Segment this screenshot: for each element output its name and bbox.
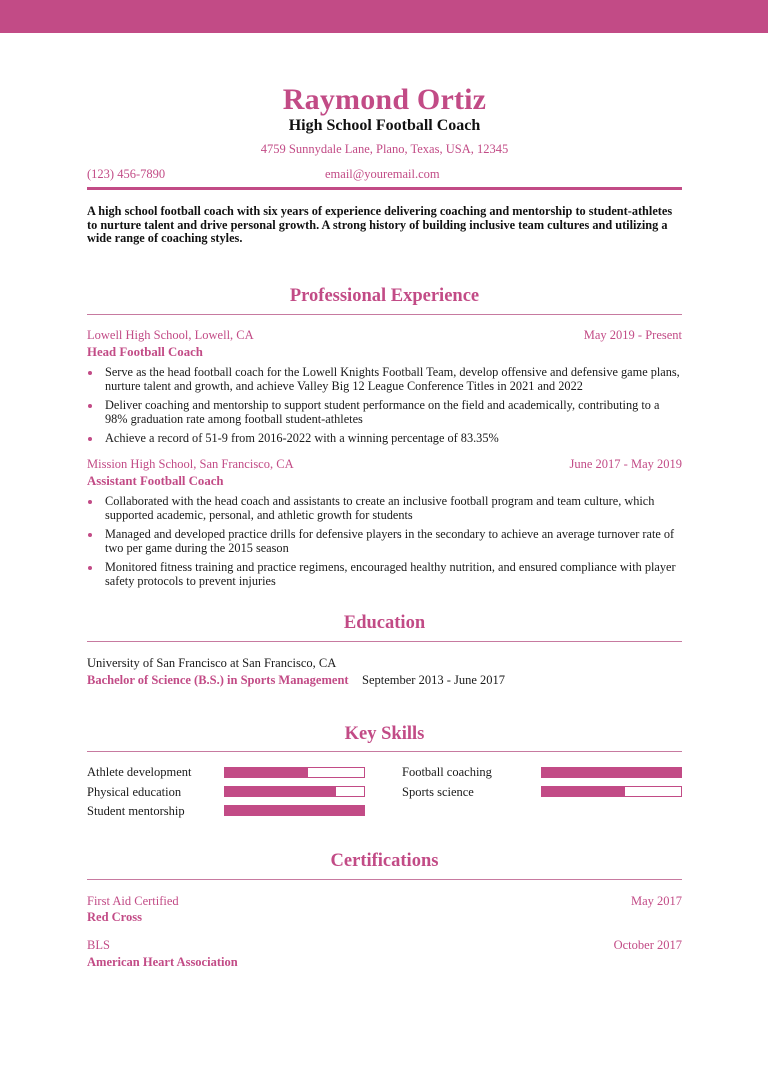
skill-label: Student mentorship — [87, 804, 185, 818]
skill-label: Physical education — [87, 785, 182, 799]
bullet-icon — [88, 437, 92, 441]
job-1-role: Head Football Coach — [87, 345, 203, 359]
phone: (123) 456-7890 — [87, 167, 166, 181]
bullet-icon — [88, 404, 92, 408]
education-heading: Education — [343, 613, 426, 633]
cert-1-date: May 2017 — [630, 894, 682, 908]
job-2-employer: Mission High School, San Francisco, CA — [87, 457, 294, 471]
education-dates: September 2013 - June 2017 — [362, 673, 506, 687]
cert-1-issuer: Red Cross — [87, 910, 142, 924]
skill-bar-student-mentorship — [224, 805, 365, 816]
experience-heading: Professional Experience — [289, 286, 480, 306]
top-accent-bar — [0, 0, 768, 33]
skill-bar-athlete-development — [224, 767, 365, 778]
bullet-icon — [88, 371, 92, 375]
address: 4759 Sunnydale Lane, Plano, Texas, USA, 12345 — [260, 142, 509, 156]
job-1-bullets — [87, 366, 682, 452]
bullet-icon — [88, 533, 92, 537]
bullet-icon — [88, 566, 92, 570]
email-link[interactable]: email@youremail.com — [325, 167, 440, 181]
skill-fill — [225, 787, 336, 796]
cert-2-issuer: American Heart Association — [87, 955, 238, 969]
skill-bar-sports-science — [541, 786, 682, 797]
list-item: Managed and developed practice drills for defensive players in the secondary to achieve an average turnover rate of two per game during the 2015 season — [87, 528, 682, 555]
certifications-heading: Certifications — [330, 851, 439, 871]
education-degree: Bachelor of Science (B.S.) in Sports Management — [87, 673, 349, 687]
job-1-employer: Lowell High School, Lowell, CA — [87, 328, 254, 342]
skill-label: Football coaching — [402, 765, 492, 779]
skill-label: Sports science — [402, 785, 474, 799]
skill-bar-physical-education — [224, 786, 365, 797]
list-item: Achieve a record of 51-9 from 2016-2022 with a winning percentage of 83.35% — [87, 432, 682, 446]
skills-divider — [87, 751, 682, 752]
cert-1-name: First Aid Certified — [87, 894, 179, 908]
candidate-name: Raymond Ortiz — [282, 83, 487, 116]
list-item: Serve as the head football coach for the Lowell Knights Football Team, develop offensive and defensive game plans, nurture talent and growth, and achieve Valley Big 12 League Conference Titles in 2021 and 2022 — [87, 366, 682, 393]
skill-bar-football-coaching — [541, 767, 682, 778]
skill-label: Athlete development — [87, 765, 192, 779]
education-divider — [87, 641, 682, 642]
summary: A high school football coach with six years of experience delivering coaching and mentorship to student-athletes to nurture talent and drive personal growth. A strong history of building inclusive team cultures and utilizing a wide range of coaching styles. — [87, 204, 673, 245]
job-2-dates: June 2017 - May 2019 — [569, 457, 682, 471]
header-divider — [87, 187, 682, 190]
skill-fill — [225, 768, 308, 777]
skill-fill — [225, 806, 364, 815]
job-2-bullets — [87, 495, 682, 594]
list-item: Deliver coaching and mentorship to support student performance on the field and academically, contributing to a 98% graduation rate among football student-athletes — [87, 399, 682, 426]
education-school: University of San Francisco at San Francisco, CA — [87, 656, 337, 670]
list-item: Monitored fitness training and practice regimens, encouraged healthy nutrition, and ensured compliance with player safety protocols to prevent injuries — [87, 561, 682, 588]
job-2-role: Assistant Football Coach — [87, 474, 224, 488]
list-item: Collaborated with the head coach and assistants to create an inclusive football program and team culture, which supported academic, personal, and athletic growth for students — [87, 495, 682, 522]
experience-divider — [87, 314, 682, 315]
cert-2-date: October 2017 — [613, 938, 682, 952]
job-1-dates: May 2019 - Present — [583, 328, 682, 342]
cert-2-name: BLS — [87, 938, 110, 952]
skill-fill — [542, 787, 625, 796]
bullet-icon — [88, 500, 92, 504]
certifications-divider — [87, 879, 682, 880]
skills-heading: Key Skills — [344, 724, 425, 744]
skill-fill — [542, 768, 681, 777]
job-title: High School Football Coach — [288, 117, 481, 134]
